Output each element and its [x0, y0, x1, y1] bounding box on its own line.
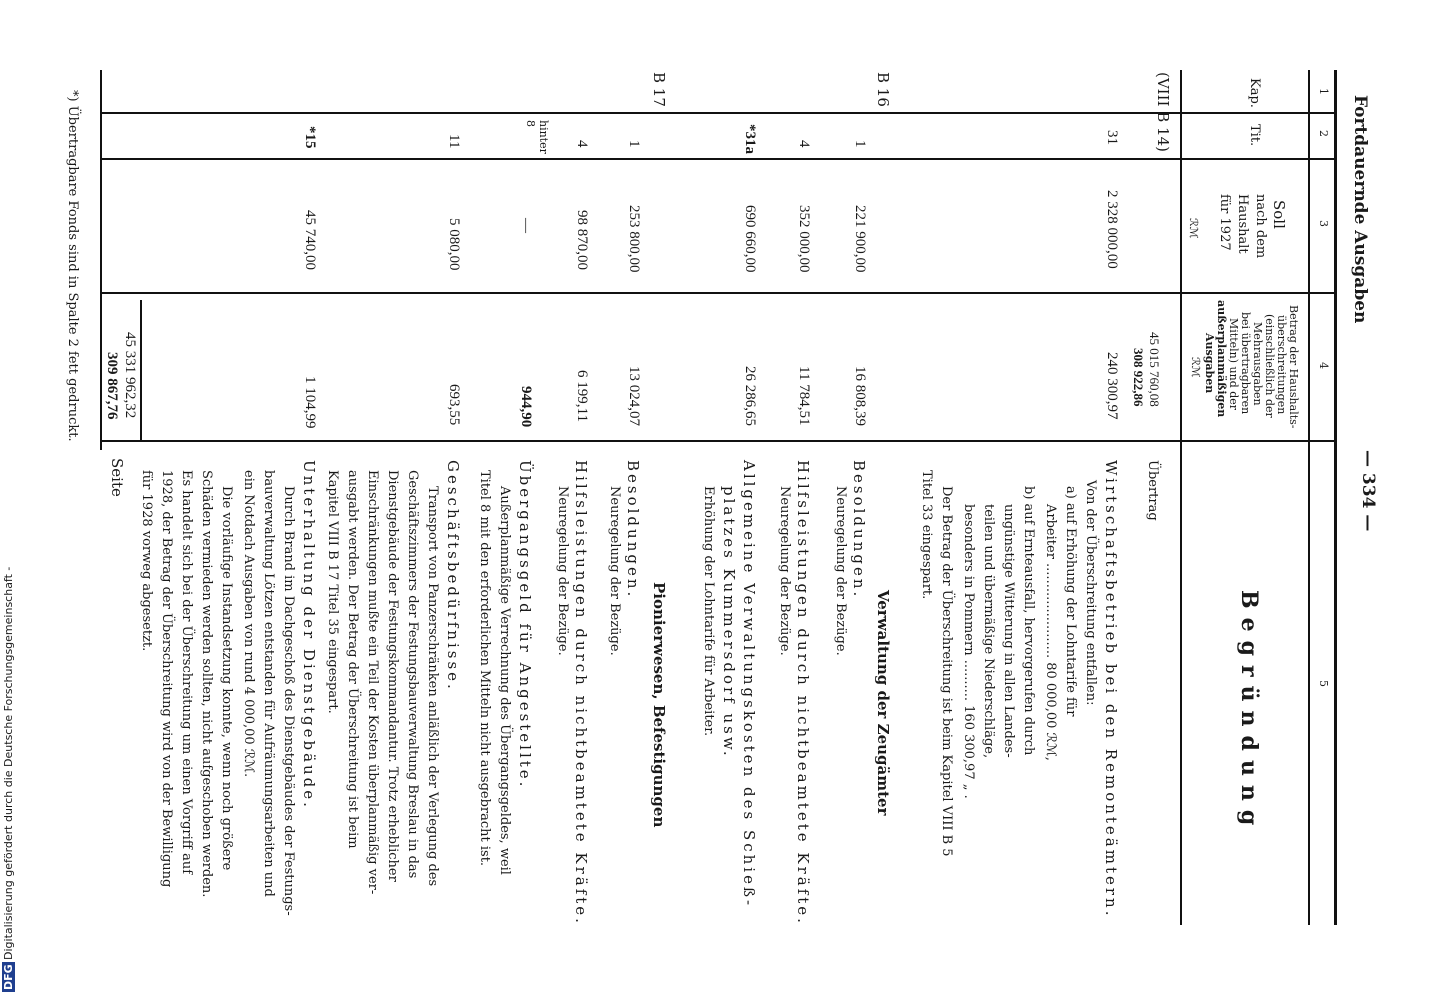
column-number-2: 2 [1317, 130, 1330, 137]
row7-text-3: Dienstgebäude der Festungskommandantur. Trotz erheblicher [385, 470, 400, 882]
row6-text-1: Außerplanmäßige Verrechnung des Übergangsgeldes, weil [497, 486, 512, 875]
row5-soll: 98 870,00 [574, 210, 590, 270]
row7-betrag: 693,55 [446, 384, 462, 426]
header-kap: Kap. [1247, 78, 1262, 108]
row4-kap: B 17 [650, 72, 668, 107]
header-bottom-rule [1180, 70, 1182, 925]
row8-text-2: bauverwaltung Lötzen entstanden für Aufräumungsarbeiten und [261, 470, 276, 897]
row7-text-0: Geschäftsbedürfnisse. [444, 460, 462, 692]
row0-text-0: Wirtschaftsbetrieb bei den Remonteämtern. [1102, 460, 1120, 919]
row1-soll: 221 900,00 [852, 205, 868, 273]
row3-tit: *31a [742, 124, 758, 154]
carry-out-line1: 45 331 962,32 [122, 332, 138, 419]
header-betrag-7: außerplanmäßigen [1215, 300, 1228, 418]
header-soll-2: nach dem [1253, 194, 1268, 259]
row0-soll: 2 328 000,00 [1104, 190, 1120, 269]
divider-betrag-text [100, 440, 1336, 442]
row0-text-4: b) auf Ernteausfall, hervorgerufen durch [1021, 486, 1036, 756]
header-betrag-2: überschreitungen [1275, 315, 1288, 415]
row8-text-1: Durch Brand im Dachgeschoß des Dienstgebäudes der Festungs- [281, 486, 296, 916]
row6-text-2: Titel 8 mit den erforderlichen Mitteln nicht ausgebracht ist. [477, 470, 492, 867]
header-betrag-6: Mitteln) und der [1227, 318, 1240, 411]
row8-text-6: Es handelt sich bei der Überschreitung um einen Vorgriff auf [179, 470, 194, 875]
row4-section: Pionierwesen, Befestigungen [650, 582, 668, 828]
row4-betrag: 13 024,07 [626, 366, 642, 426]
row8-betrag: 1 104,99 [302, 376, 318, 429]
row0-text-1: Von der Überschreitung entfallen: [1083, 480, 1098, 706]
column-number-3: 3 [1317, 220, 1330, 227]
dfg-logo: DFG [2, 964, 15, 990]
header-betrag-5: bei übertragbaren [1239, 312, 1252, 415]
row8-text-0: Unterhaltung der Dienstgebäude. [300, 460, 318, 810]
row7-text-2: Geschäftszimmers der Festungsbauverwaltung Breslau in das [405, 470, 420, 879]
row1-betrag: 16 808,39 [852, 366, 868, 426]
header-soll-1: Soll [1270, 200, 1288, 229]
top-rule [1334, 70, 1337, 925]
row0-text-6: teilen und übermäßige Niederschläge, [981, 504, 996, 759]
row6-tit: hinter 8 [524, 120, 550, 154]
row5-betrag: 6 199,11 [574, 370, 590, 422]
row8-text-3: ein Notdach Ausgaben von rund 4 000,00 ℛℳ. [241, 470, 256, 778]
carry-out-label: Seite [108, 458, 126, 497]
header-betrag-3: (einschließlich der [1263, 314, 1276, 418]
column-number-5: 5 [1317, 680, 1330, 687]
side-note: Digitalisierung gefördert durch die Deutsche Forschungsgemeinschaft - [2, 566, 15, 960]
row7-text-6: Kapitel VIII B 17 Titel 35 eingespart. [325, 470, 340, 714]
carry-out-line2: 309 867,76 [104, 352, 120, 420]
page-number: — 334 — [1358, 450, 1378, 532]
row1-kap: B 16 [874, 72, 892, 107]
row5-tit: 4 [574, 140, 590, 148]
row0-text-5: ungünstige Witterung in allen Landes- [1001, 504, 1016, 758]
row1-section: Verwaltung der Zeugämter [874, 590, 892, 816]
row1-text-0: Besoldungen. [850, 460, 868, 600]
row4-text-1: Neuregelung der Bezüge. [607, 486, 622, 656]
row0-kap: (VIII B 14) [1154, 72, 1172, 152]
row8-text-5: Schäden vermieden werden sollten, nicht aufgeschoben werden. [199, 470, 214, 898]
row0-text-3: Arbeiter ....................... 80 000,00 ℛℳ, [1043, 504, 1058, 761]
header-soll-4: für 1927 [1217, 194, 1232, 251]
row4-tit: 1 [626, 140, 642, 148]
row8-text-4: Die vorläufige Instandsetzung konnte, wenn noch größere [219, 486, 234, 871]
carry-in-line1: 45 015 760,08 [1147, 332, 1162, 407]
divider-soll-betrag [100, 292, 1336, 294]
row0-betrag: 240 300,97 [1104, 352, 1120, 420]
header-betrag-unit: ℛℳ [1189, 357, 1202, 378]
row7-tit: 11 [446, 134, 462, 149]
row2-soll: 352 000,00 [796, 205, 812, 273]
row8-text-8: für 1928 vorweg abgesetzt. [139, 470, 154, 652]
column-number-4: 4 [1317, 362, 1330, 369]
row7-text-1: Transport von Panzerschränken anläßlich der Verlegung des [425, 486, 440, 887]
row8-soll: 45 740,00 [302, 210, 318, 270]
row8-tit: *15 [302, 126, 318, 149]
header-betrag-1: Betrag der Haushalts- [1287, 305, 1300, 429]
carry-in-label: Übertrag [1145, 460, 1160, 521]
row7-text-5: ausgabt werden. Der Betrag der Überschreitung ist beim [345, 470, 360, 849]
running-title: Fortdauernde Ausgaben [1350, 95, 1370, 324]
header-soll-unit: ℛℳ [1187, 218, 1200, 239]
row1-text-1: Neuregelung der Bezüge. [833, 486, 848, 656]
row4-text-0: Besoldungen. [624, 460, 642, 600]
header-tit: Tit. [1247, 124, 1262, 147]
row3-soll: 690 660,00 [742, 205, 758, 273]
header-begruendung: Begründung [1236, 590, 1262, 835]
row0-text-9: Titel 33 eingespart. [919, 470, 934, 600]
header-betrag-8: Ausgaben [1203, 333, 1216, 394]
row3-text-0: Allgemeine Verwaltungskosten des Schieß- [740, 460, 758, 909]
row7-text-4: Einschränkungen mußte ein Teil der Kosten überplanmäßig ver- [365, 470, 380, 895]
divider-kap-tit [100, 112, 1336, 114]
row4-soll: 253 800,00 [626, 205, 642, 273]
row0-text-2: a) auf Erhöhung der Lohntarife für [1063, 486, 1078, 717]
column-number-rule [1308, 70, 1310, 925]
carry-out-rule [140, 300, 142, 440]
divider-tit-soll [100, 158, 1336, 160]
footnote: *) Übertragbare Fonds sind in Spalte 2 fett gedruckt. [65, 90, 80, 442]
header-betrag-4: Mehrausgaben [1251, 322, 1264, 406]
row2-tit: 4 [796, 140, 812, 148]
header-soll-3: Haushalt [1235, 194, 1250, 254]
row7-soll: 5 080,00 [446, 218, 462, 271]
row1-tit: 1 [852, 140, 868, 148]
carry-in-line2: 308 922,86 [1131, 348, 1146, 407]
row0-text-7: besonders in Pommern .......... 160 300,97 „ . [961, 504, 976, 799]
table-bottom-rule [100, 70, 102, 450]
row5-text-0: Hilfsleistungen durch nichtbeamtete Kräfte. [572, 460, 590, 926]
row3-text-1: platzes Kummersdorf usw. [720, 486, 738, 759]
row2-text-0: Hilfsleistungen durch nichtbeamtete Kräfte. [794, 460, 812, 926]
row0-text-8: Der Betrag der Überschreitung ist beim Kapitel VIII B 5 [939, 486, 954, 857]
row6-soll: — [518, 218, 534, 233]
row2-betrag: 11 784,51 [796, 366, 812, 426]
row6-betrag: 944,90 [518, 386, 534, 428]
row0-tit: 31 [1104, 130, 1120, 145]
row3-betrag: 26 286,65 [742, 366, 758, 426]
row2-text-1: Neuregelung der Bezüge. [777, 486, 792, 656]
row6-text-0: Übergangsgeld für Angestellte. [516, 460, 534, 790]
row5-text-1: Neuregelung der Bezüge. [555, 486, 570, 656]
row8-text-7: 1928, der Betrag der Überschreitung wird von der Bewilligung [159, 470, 174, 888]
column-number-1: 1 [1317, 88, 1330, 95]
row3-text-2: Erhöhung der Lohntarife für Arbeiter. [701, 486, 716, 737]
